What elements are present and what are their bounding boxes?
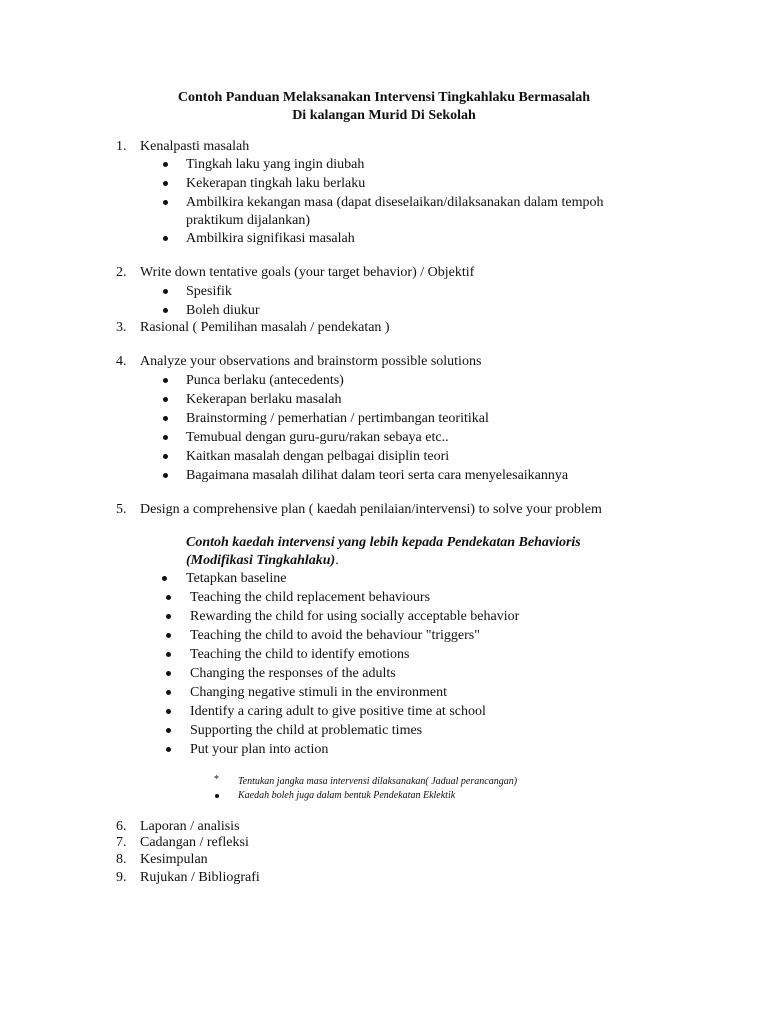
section-2-number: 2.: [116, 265, 127, 280]
section-5-item: Teaching the child to identify emotions: [190, 647, 410, 662]
bullet-icon: [163, 473, 168, 478]
bullet-icon: [163, 378, 168, 383]
small-bullet-icon: [215, 794, 219, 798]
section-5-item: Put your plan into action: [190, 742, 329, 757]
section-4-item: Brainstorming / pemerhatian / pertimbangan teoritikal: [186, 411, 489, 426]
note-line: Kaedah boleh juga dalam bentuk Pendekatan Eklektik: [238, 790, 456, 801]
section-6-heading: Laporan / analisis: [140, 819, 240, 834]
bullet-icon: [163, 435, 168, 440]
example-heading-line-2: [186, 552, 339, 569]
section-4-number: 4.: [116, 354, 127, 369]
bullet-icon: [163, 416, 168, 421]
section-8-heading: Kesimpulan: [140, 852, 208, 867]
bullet-icon: [163, 236, 168, 241]
section-6-number: 6.: [116, 819, 127, 834]
bullet-icon: [166, 709, 171, 714]
section-3-heading: Rasional ( Pemilihan masalah / pendekatan ): [140, 320, 390, 335]
section-4-heading: Analyze your observations and brainstorm possible solutions: [140, 354, 482, 369]
document-title-line-1: Contoh Panduan Melaksanakan Intervensi Tingkahlaku Bermasalah: [177, 90, 591, 105]
section-5-item: Teaching the child replacement behaviours: [190, 590, 431, 605]
example-heading-line-2-end: .: [335, 553, 339, 568]
bullet-icon: [166, 652, 171, 657]
section-3-number: 3.: [116, 320, 127, 335]
section-4-item: Kekerapan berlaku masalah: [186, 392, 342, 407]
section-1-number: 1.: [116, 139, 127, 154]
section-4-item: Temubual dengan guru-guru/rakan sebaya etc..: [186, 430, 449, 445]
bullet-icon: [166, 671, 171, 676]
bullet-icon: [166, 728, 171, 733]
section-5-item: Rewarding the child for using socially acceptable behavior: [190, 609, 520, 624]
bullet-icon: [163, 454, 168, 459]
section-9-heading: Rujukan / Bibliografi: [140, 870, 260, 885]
section-7-number: 7.: [116, 835, 127, 850]
section-1-heading: Kenalpasti masalah: [140, 139, 250, 154]
section-4-item: Bagaimana masalah dilihat dalam teori serta cara menyelesaikannya: [186, 468, 569, 483]
bullet-icon: [166, 633, 171, 638]
section-5-item: Changing negative stimuli in the environment: [190, 685, 448, 700]
bullet-icon: [163, 397, 168, 402]
section-1-item: Tingkah laku yang ingin diubah: [186, 157, 365, 172]
section-5-item: Changing the responses of the adults: [190, 666, 396, 681]
section-5-number: 5.: [116, 502, 127, 517]
section-2-heading: Write down tentative goals (your target behavior) / Objektif: [140, 265, 475, 280]
note-line: Tentukan jangka masa intervensi dilaksanakan( Jadual perancangan): [238, 776, 518, 787]
section-9-number: 9.: [116, 870, 127, 885]
section-5-heading: Design a comprehensive plan ( kaedah penilaian/intervensi) to solve your problem: [140, 502, 602, 517]
bullet-icon: [163, 289, 168, 294]
bullet-icon: [166, 595, 171, 600]
section-1-item: Ambilkira signifikasi masalah: [186, 231, 355, 246]
example-heading-line-2-text: (Modifikasi Tingkahlaku): [186, 553, 336, 568]
bullet-icon: [163, 162, 168, 167]
example-heading-line-1: Contoh kaedah intervensi yang lebih kepada Pendekatan Behavioris: [186, 535, 581, 550]
bullet-icon: [163, 200, 168, 205]
section-2-item: Boleh diukur: [186, 303, 260, 318]
section-4-item: Punca berlaku (antecedents): [186, 373, 344, 388]
section-1-item-continuation: praktikum dijalankan): [186, 213, 311, 228]
section-1-item: Ambilkira kekangan masa (dapat diseselaikan/dilaksanakan dalam tempoh: [186, 195, 604, 210]
section-5-item: Supporting the child at problematic times: [190, 723, 423, 738]
section-5-item: Teaching the child to avoid the behaviour "triggers": [190, 628, 480, 643]
bullet-icon: [166, 690, 171, 695]
section-7-heading: Cadangan / refleksi: [140, 835, 249, 850]
bullet-icon: [166, 747, 171, 752]
document-title-line-2: Di kalangan Murid Di Sekolah: [292, 108, 476, 123]
note-asterisk-icon: *: [214, 774, 219, 785]
bullet-icon: [162, 576, 167, 581]
section-2-item: Spesifik: [186, 284, 232, 299]
section-1-item: Kekerapan tingkah laku berlaku: [186, 176, 366, 191]
section-5-item: Identify a caring adult to give positive time at school: [190, 704, 486, 719]
bullet-icon: [163, 181, 168, 186]
section-4-item: Kaitkan masalah dengan pelbagai disiplin teori: [186, 449, 450, 464]
section-5-item: Tetapkan baseline: [186, 571, 287, 586]
bullet-icon: [166, 614, 171, 619]
bullet-icon: [163, 308, 168, 313]
section-8-number: 8.: [116, 852, 127, 867]
